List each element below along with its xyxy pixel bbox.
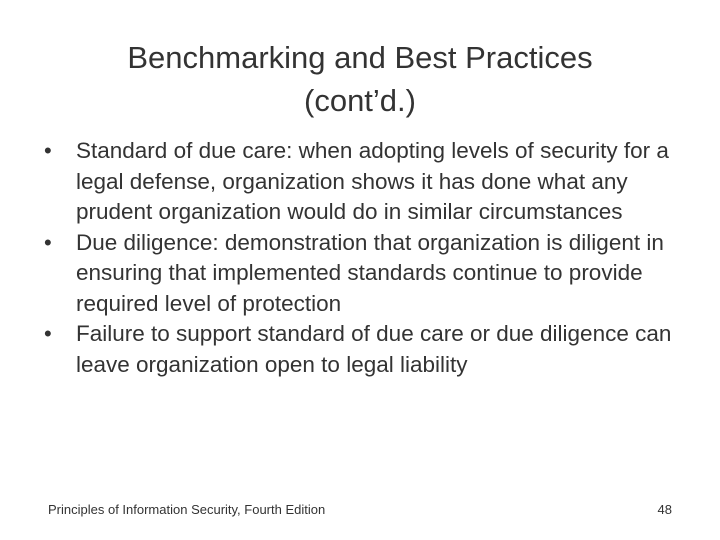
bullet-icon: • bbox=[44, 321, 52, 346]
bullet-text: Failure to support standard of due care or due diligence can leave organization open to legal liability bbox=[76, 321, 672, 377]
bullet-text: Standard of due care: when adopting levels of security for a legal defense, organization shows it has done what any prudent organization would do in similar circumstances bbox=[76, 138, 669, 224]
bullet-icon: • bbox=[44, 229, 52, 255]
bullet-item-due-diligence bbox=[44, 228, 680, 320]
bullet-text: Due diligence: demonstration that organization is diligent in ensuring that implemented standards continue to provide required level of protection bbox=[76, 229, 664, 316]
bullet-item-legal-liability bbox=[44, 319, 680, 380]
slide-title bbox=[40, 36, 680, 122]
bullet-item-due-care bbox=[44, 136, 680, 228]
footer-source: Principles of Information Security, Fourth Edition bbox=[48, 502, 326, 517]
slide-title-line-2: (cont’d.) bbox=[304, 83, 416, 118]
page-number: 48 bbox=[657, 502, 672, 517]
bullet-list bbox=[44, 136, 680, 380]
slide-title-line-1: Benchmarking and Best Practices bbox=[127, 40, 593, 75]
bullet-icon: • bbox=[44, 138, 52, 163]
